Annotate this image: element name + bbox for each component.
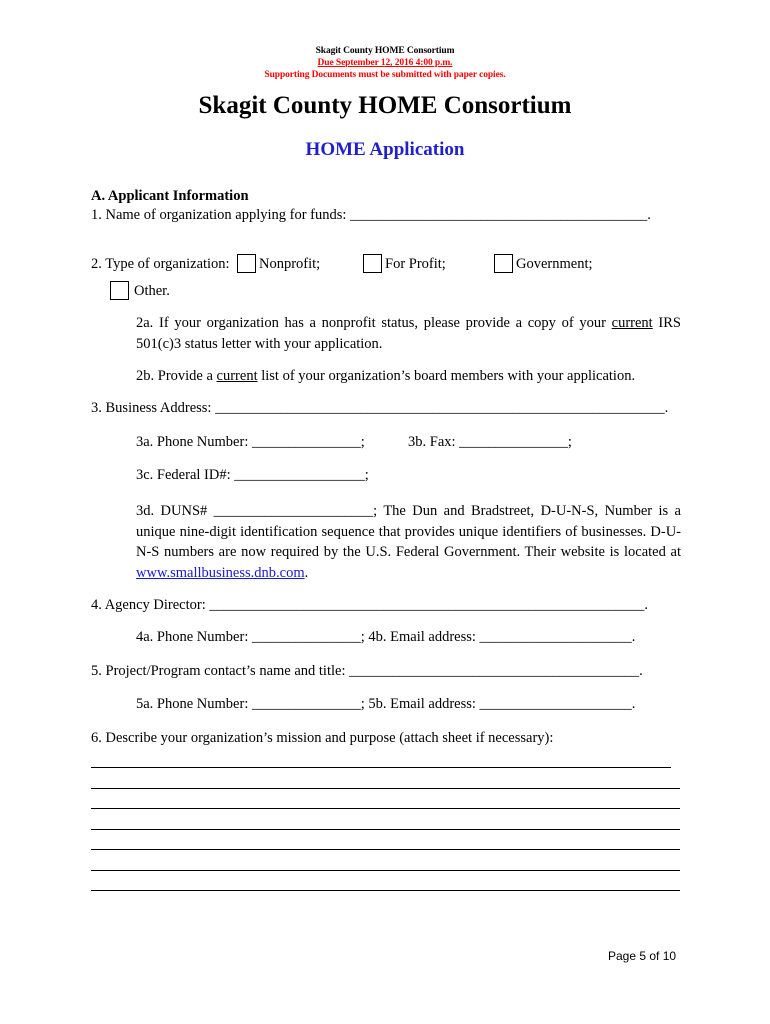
page-title: Skagit County HOME Consortium [198,92,572,119]
q2b-current: current [216,368,258,384]
q5a-phone-email[interactable]: 5a. Phone Number: _______________; 5b. Email address: _____________________. [136,696,636,712]
other-label: Other. [134,283,170,299]
q2b-post: list of your organization’s board members with your application. [257,368,636,384]
q2a-pre: 2a. If your organization has a nonprofit status, please provide a copy of your [136,315,612,331]
forprofit-label: For Profit; [385,256,446,272]
q2-label: 2. Type of organization: [91,256,230,272]
government-checkbox[interactable] [494,254,513,273]
other-checkbox[interactable] [110,281,129,300]
header-due-date [0,58,770,68]
mission-answer-line[interactable] [91,849,680,850]
q3d-end: . [304,564,309,581]
forprofit-checkbox[interactable] [363,254,382,273]
q5-contact-name-title[interactable]: 5. Project/Program contact’s name and title: ________________________________________. [91,663,643,679]
dnb-website-link[interactable]: www.smallbusiness.dnb.com [136,564,305,581]
q3b-fax[interactable]: 3b. Fax: _______________; [408,434,572,450]
nonprofit-checkbox[interactable] [237,254,256,273]
q1-organization-name[interactable]: 1. Name of organization applying for funds: _________________________________________. [91,207,651,223]
q3d-duns-paragraph [136,501,681,583]
q2a-paragraph [136,313,681,354]
header-title: Skagit County HOME Consortium [315,46,455,56]
header-supporting-note: Supporting Documents must be submitted with paper copies. [264,70,506,80]
page-number: Page 5 of 10 [608,949,677,963]
government-label: Government; [516,256,593,272]
q3a-phone[interactable]: 3a. Phone Number: _______________; [136,434,365,450]
q4a-phone-email[interactable]: 4a. Phone Number: _______________; 4b. Email address: _____________________. [136,629,636,645]
mission-answer-line[interactable] [91,870,680,871]
q2b-paragraph [136,368,635,385]
mission-answer-line[interactable] [91,767,671,768]
q2b-pre: 2b. Provide a [136,368,217,384]
q3-business-address[interactable]: 3. Business Address: ______________________________________________________________. [91,400,669,416]
mission-answer-line[interactable] [91,788,680,789]
q3d-text: 3d. DUNS# ______________________; The Dun and Bradstreet, D-U-N-S, Number is a unique nine-digit identification sequence that provides unique identifiers of businesses. D-U-N-S numbers are now required by the U.S. Federal Government. Their website is located at [136,503,681,560]
q2a-current: current [611,315,653,331]
q3c-federal-id[interactable]: 3c. Federal ID#: __________________; [136,467,369,483]
page-subtitle: HOME Application [305,139,465,160]
mission-answer-line[interactable] [91,829,680,830]
q6-mission-purpose: 6. Describe your organization’s mission and purpose (attach sheet if necessary): [91,730,554,746]
mission-answer-line[interactable] [91,890,680,891]
mission-answer-line[interactable] [91,808,680,809]
q2a-post: IRS 501(c)3 status letter with your application. [136,315,681,352]
section-a-heading: A. Applicant Information [91,188,249,204]
header-due-date-text: Due September 12, 2016 4:00 p.m. [317,58,453,68]
nonprofit-label: Nonprofit; [259,256,321,272]
q4-agency-director[interactable]: 4. Agency Director: ____________________________________________________________. [91,597,649,613]
